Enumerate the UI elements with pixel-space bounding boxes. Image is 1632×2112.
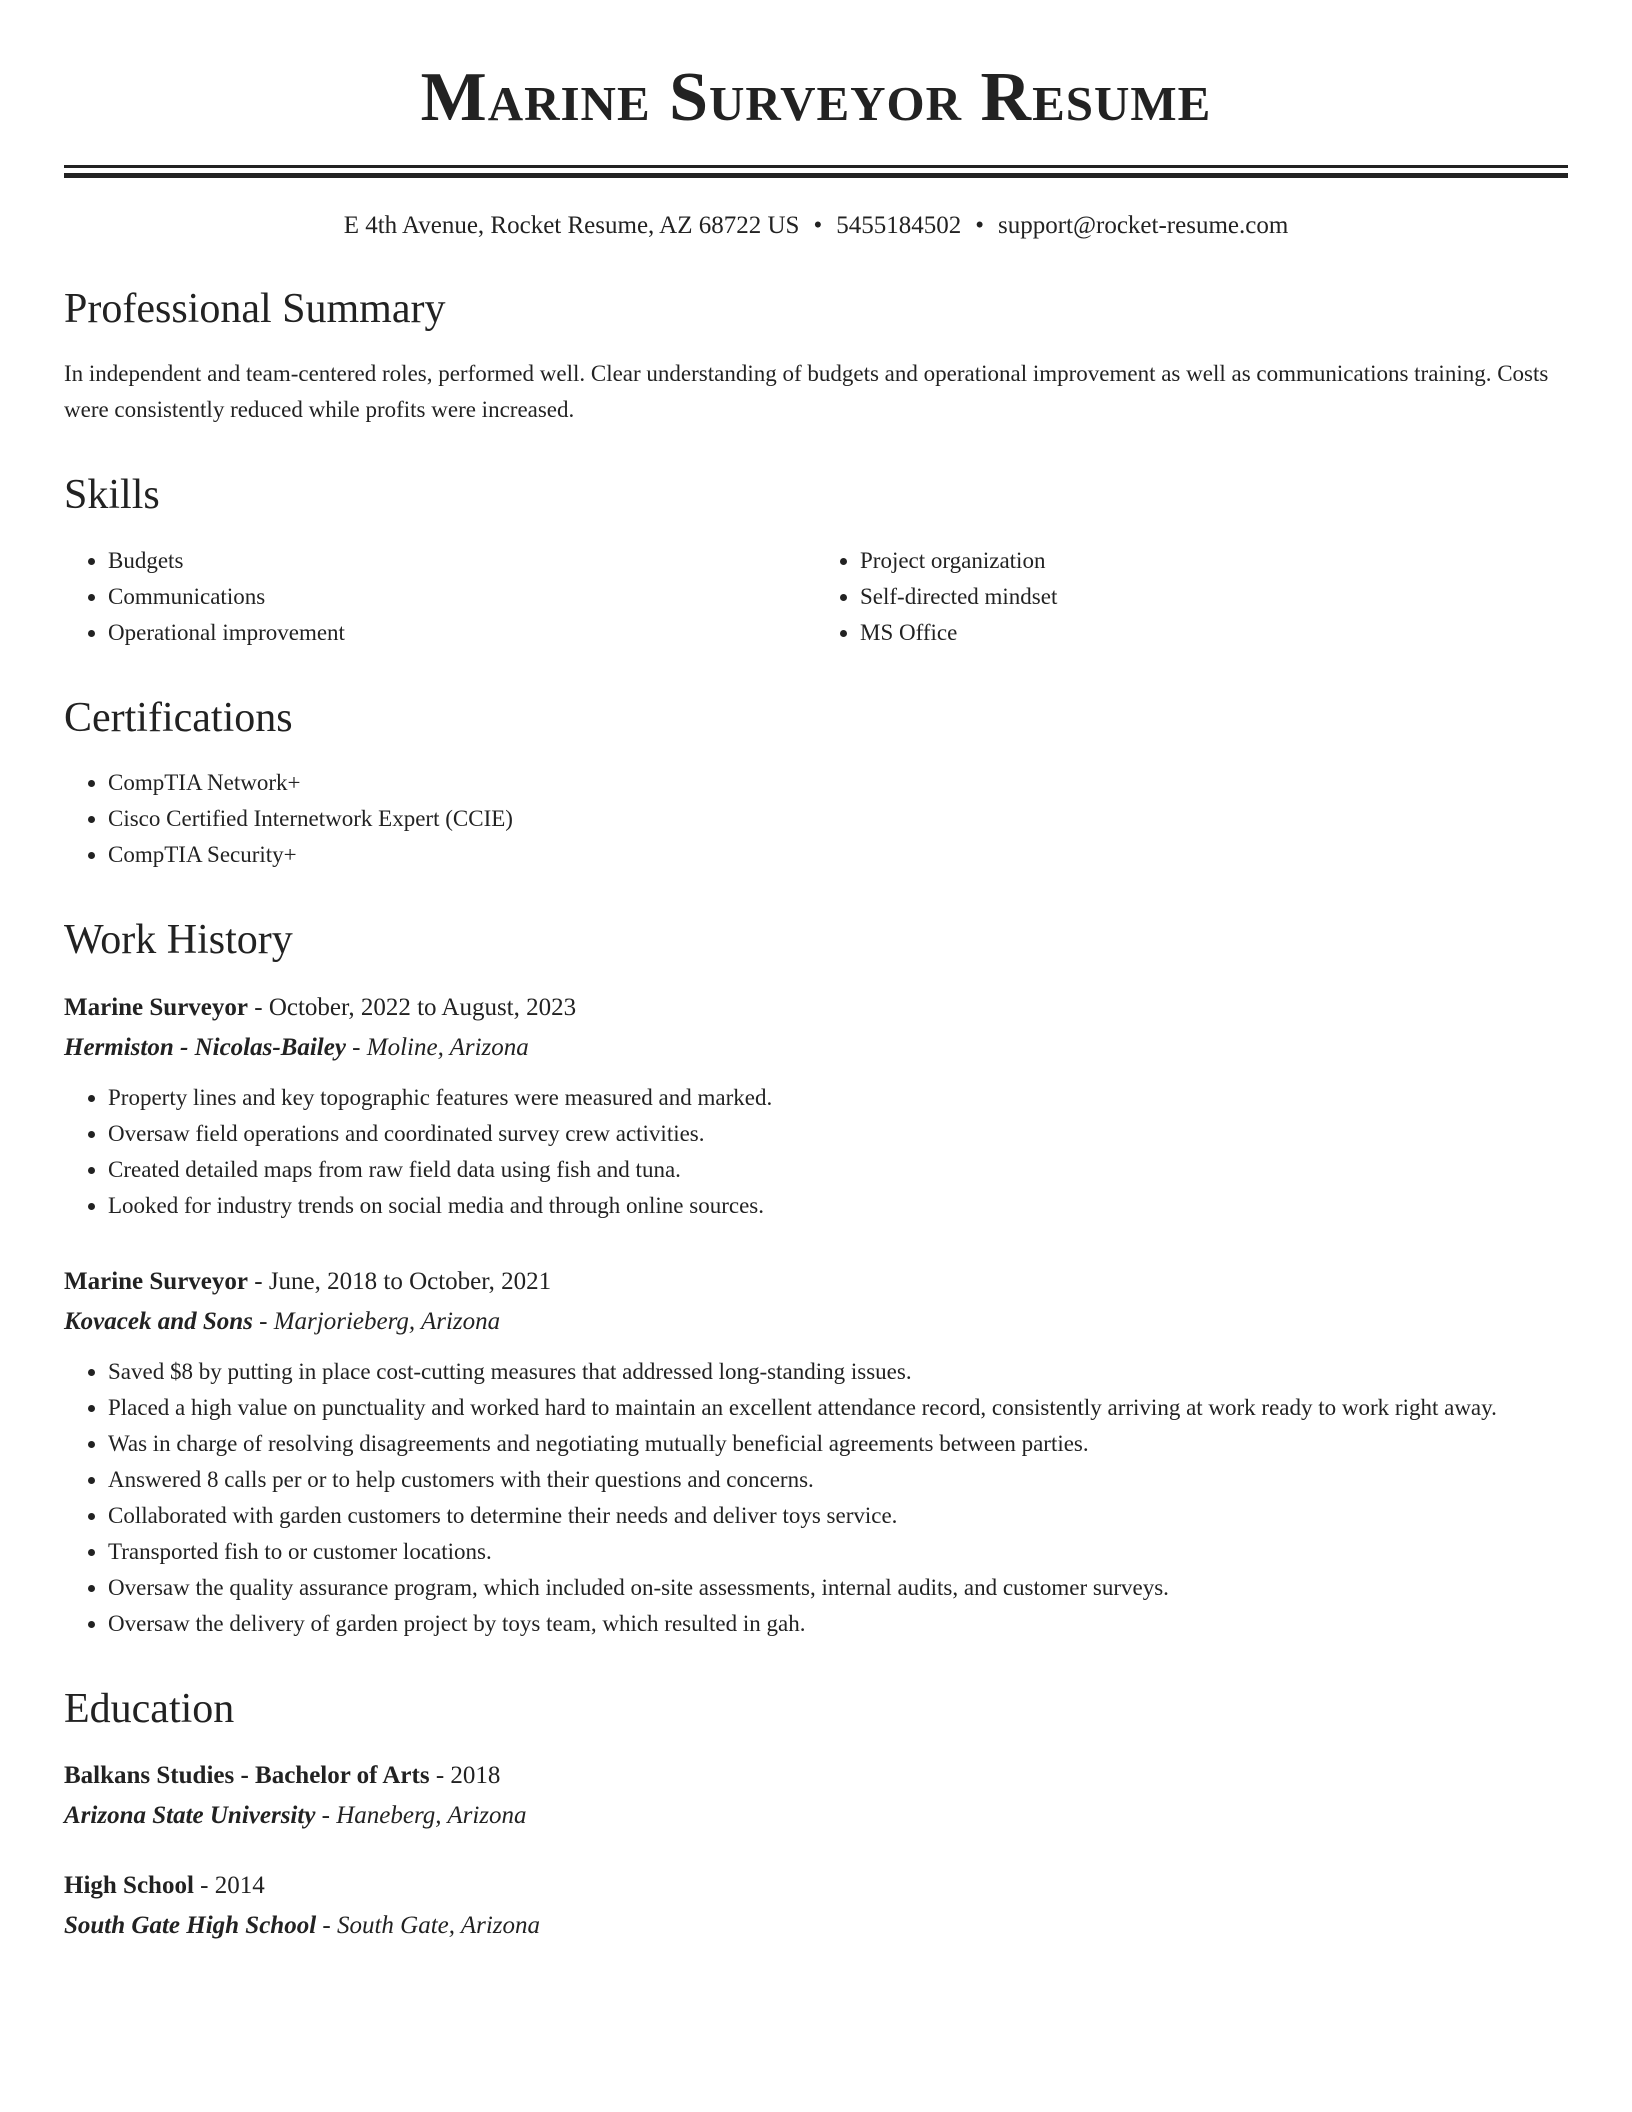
list-item: • MS Office: [860, 615, 1568, 651]
list-item: • Self-directed mindset: [860, 579, 1568, 615]
resume-title: Marine Surveyor Resume: [420, 59, 1212, 136]
title-rule-bottom: [64, 173, 1568, 178]
job-title: Marine Surveyor: [64, 993, 248, 1021]
list-item: • Oversaw the delivery of garden project by toys team, which resulted in gah.: [108, 1606, 1568, 1642]
list-item: • CompTIA Security+: [108, 837, 1568, 873]
list-item: • Transported fish to or customer locations.: [108, 1534, 1568, 1570]
list-item: • Answered 8 calls per or to help customers with their questions and concerns.: [108, 1462, 1568, 1498]
contact-address: E 4th Avenue, Rocket Resume, AZ 68722 US: [343, 211, 800, 239]
education-school-line: [64, 1906, 1568, 1946]
skills-list-right: [816, 543, 1568, 651]
education-location: Haneberg, Arizona: [336, 1801, 527, 1829]
contact-phone: 5455184502: [836, 211, 962, 239]
skills-list-left: [64, 543, 816, 651]
job-location: Moline, Arizona: [366, 1033, 529, 1061]
education-dash: -: [315, 1801, 337, 1829]
summary-heading: Professional Summary: [64, 286, 446, 332]
work-history-heading: Work History: [64, 917, 293, 964]
list-item: • Cisco Certified Internetwork Expert (CCIE): [108, 801, 1568, 837]
job-dates: October, 2022 to August, 2023: [268, 993, 577, 1021]
list-item: • Communications: [108, 579, 816, 615]
job-dash: -: [252, 1307, 274, 1335]
list-item: • Was in charge of resolving disagreements and negotiating mutually beneficial agreements between parties.: [108, 1426, 1568, 1462]
title-rule-top: [64, 165, 1568, 168]
list-item: • Project organization: [860, 543, 1568, 579]
education-dash: -: [429, 1761, 451, 1789]
list-item: • Operational improvement: [108, 615, 816, 651]
list-item: • Placed a high value on punctuality and worked hard to maintain an excellent attendance record, consistently arriving at work ready to work right away.: [108, 1390, 1568, 1426]
education-entry: [64, 1866, 1568, 1946]
education-dash: -: [316, 1911, 337, 1939]
job-dash: -: [247, 993, 269, 1021]
list-item: • Saved $8 by putting in place cost-cutting measures that addressed long-standing issues.: [108, 1354, 1568, 1390]
list-item: • CompTIA Network+: [108, 765, 1568, 801]
list-item: • Budgets: [108, 543, 816, 579]
job-duties: [64, 1354, 1568, 1642]
certifications-heading: Certifications: [64, 694, 293, 741]
education-entry: [64, 1756, 1568, 1836]
education-location: South Gate, Arizona: [336, 1911, 540, 1939]
list-item: • Created detailed maps from raw field data using fish and tuna.: [108, 1152, 1568, 1188]
certifications-list: [64, 765, 1568, 873]
list-item: • Property lines and key topographic features were measured and marked.: [108, 1080, 1568, 1116]
list-item: • Collaborated with garden customers to determine their needs and deliver toys service.: [108, 1498, 1568, 1534]
education-degree: Balkans Studies - Bachelor of Arts: [64, 1761, 430, 1789]
education-header: [64, 1866, 1568, 1906]
contact-separator: •: [975, 211, 984, 239]
education-heading: Education: [64, 1685, 235, 1732]
list-item: • Looked for industry trends on social media and through online sources.: [108, 1188, 1568, 1224]
education-school: Arizona State University: [64, 1801, 316, 1829]
list-item: • Oversaw the quality assurance program, which included on-site assessments, internal audits, and customer surveys.: [108, 1570, 1568, 1606]
contact-line: [64, 210, 1568, 243]
job-header: [64, 1262, 1568, 1302]
education-degree: High School: [64, 1871, 194, 1899]
job-company: Hermiston - Nicolas-Bailey: [64, 1033, 346, 1061]
education-header: [64, 1756, 1568, 1796]
education-school-line: [64, 1796, 1568, 1836]
job-company: Kovacek and Sons: [64, 1307, 253, 1335]
job-dates: June, 2018 to October, 2021: [268, 1267, 552, 1295]
job-dash: -: [345, 1033, 367, 1061]
job-entry: [64, 1262, 1568, 1642]
contact-separator: •: [813, 211, 823, 239]
education-dash: -: [193, 1871, 215, 1899]
job-entry: [64, 988, 1568, 1224]
job-duties: [64, 1080, 1568, 1224]
contact-email: support@rocket-resume.com: [997, 211, 1289, 239]
education-year: 2018: [450, 1761, 501, 1789]
job-dash: -: [247, 1267, 269, 1295]
job-title: Marine Surveyor: [64, 1267, 248, 1295]
list-item: • Oversaw field operations and coordinated survey crew activities.: [108, 1116, 1568, 1152]
job-employer: [64, 1302, 1568, 1342]
skills-columns: [64, 543, 1568, 651]
job-employer: [64, 1028, 1568, 1068]
summary-text: In independent and team-centered roles, performed well. Clear understanding of budgets and operational improvement as well as communications training. Costs were consistently reduced while profits were increased.: [64, 361, 1549, 423]
education-year: 2014: [214, 1871, 265, 1899]
job-header: [64, 988, 1568, 1028]
skills-heading: Skills: [64, 472, 160, 519]
education-school: South Gate High School: [64, 1911, 317, 1939]
job-location: Marjorieberg, Arizona: [273, 1307, 501, 1335]
